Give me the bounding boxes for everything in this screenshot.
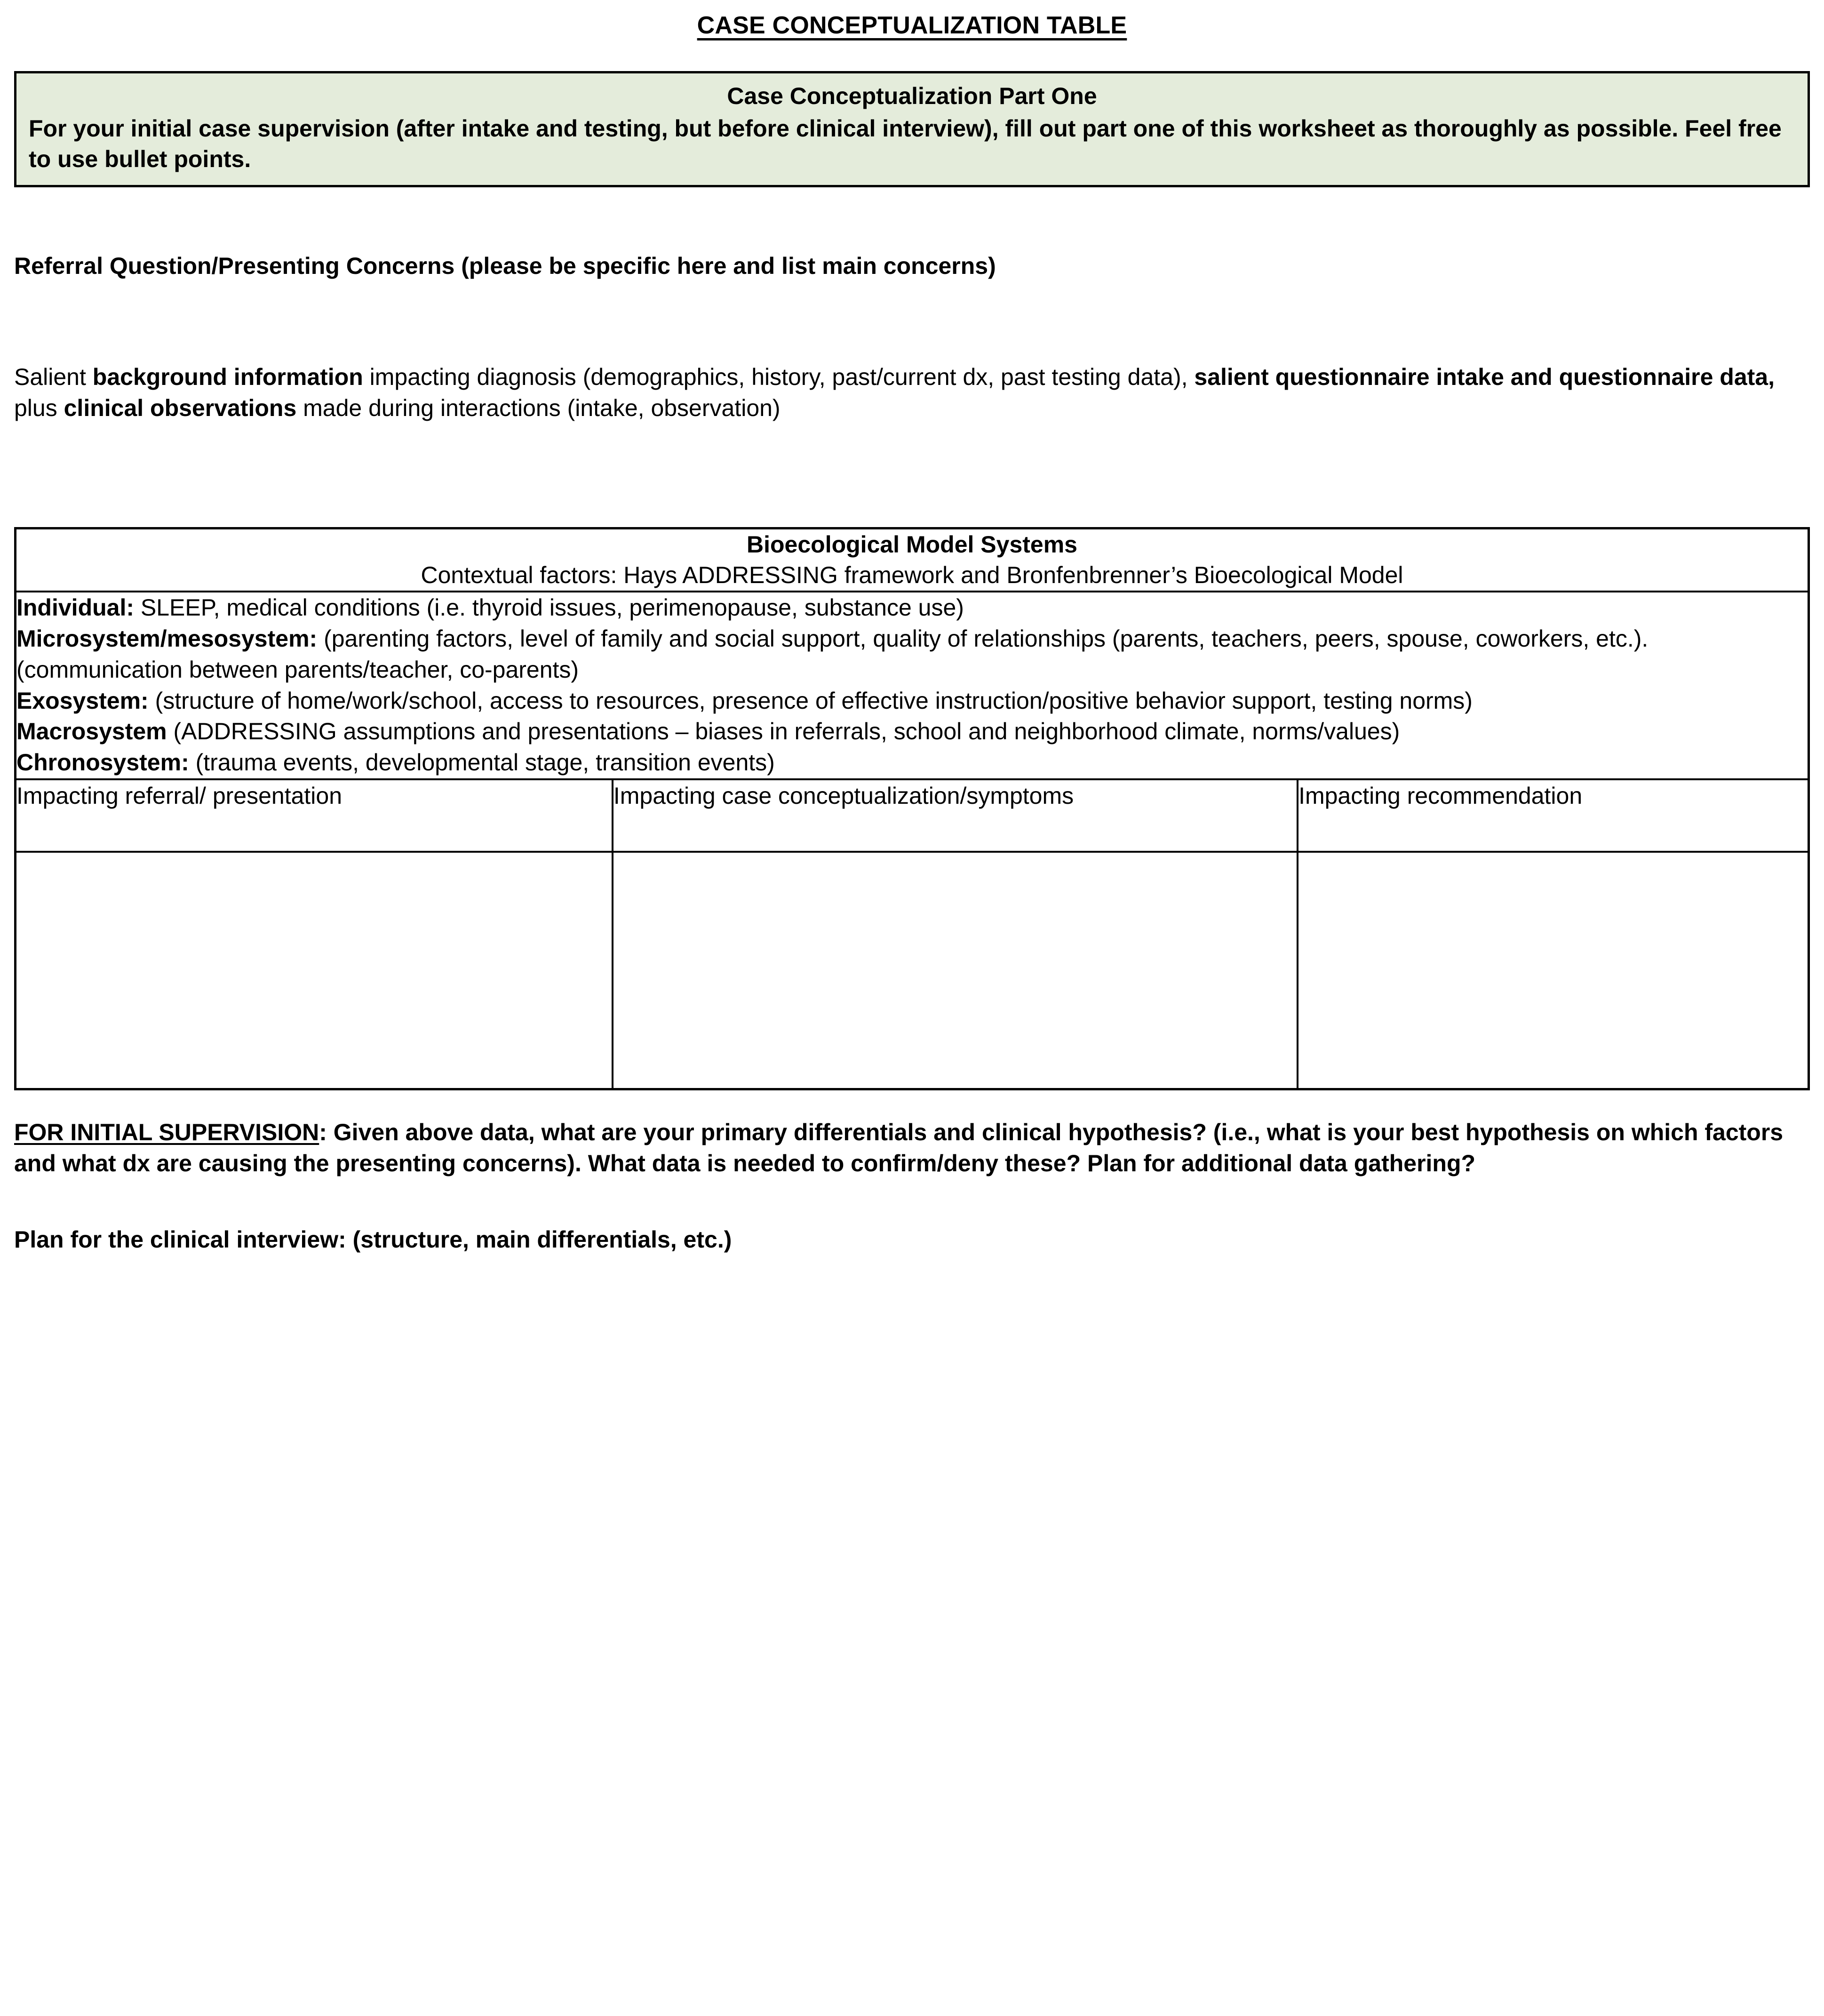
bioecological-system-row [16, 624, 1808, 686]
bioecological-system-row [16, 747, 1808, 778]
salient-segment-5: clinical observations [64, 395, 297, 422]
entry-cell-impacting-recommendation[interactable] [1298, 852, 1808, 1089]
column-header-impacting-case-conceptualization: Impacting case conceptualization/symptoms [613, 779, 1298, 852]
bio-table-header-subtitle: Contextual factors: Hays ADDRESSING framework and Bronfenbrenner’s Bioecological Model [421, 562, 1403, 589]
system-label-0: Individual: [16, 594, 134, 621]
callout-heading: Case Conceptualization Part One [727, 83, 1097, 110]
table-row-blank-entry [16, 852, 1809, 1089]
system-text-3: (ADDRESSING assumptions and presentations – biases in referrals, school and neighborhood climate, norms/values) [167, 718, 1400, 745]
callout-body: For your initial case supervision (after intake and testing, but before clinical interview), fill out part one of this worksheet as thoroughly as possible. Feel free to use bullet points. [29, 115, 1782, 173]
system-label-3: Macrosystem [16, 718, 167, 745]
bioecological-system-row [16, 686, 1808, 717]
system-text-1: (parenting factors, level of family and social support, quality of relationships (parents, teachers, peers, spouse, coworkers, etc.). (communication between parents/teacher, co-parents) [16, 625, 1649, 683]
salient-segment-6: made during interactions (intake, observation) [296, 395, 781, 422]
system-label-1: Microsystem/mesosystem: [16, 625, 318, 652]
bioecological-model-table [14, 527, 1810, 1090]
column-header-impacting-referral: Impacting referral/ presentation [16, 779, 613, 852]
table-row-systems [16, 592, 1809, 779]
prompt-for-initial-supervision [14, 1117, 1810, 1179]
table-row-header [16, 528, 1809, 592]
system-label-4: Chronosystem: [16, 749, 189, 776]
column-header-impacting-recommendation: Impacting recommendation [1298, 779, 1808, 852]
prompt-salient-background [14, 361, 1810, 424]
system-text-0: SLEEP, medical conditions (i.e. thyroid issues, perimenopause, substance use) [134, 594, 964, 621]
callout-box-part-one [14, 71, 1810, 187]
system-text-4: (trauma events, developmental stage, transition events) [189, 749, 775, 776]
system-label-2: Exosystem: [16, 687, 149, 714]
entry-cell-impacting-case-conceptualization[interactable] [613, 852, 1298, 1089]
table-row-column-headers [16, 779, 1809, 852]
salient-segment-4: plus [14, 395, 64, 422]
bioecological-systems-cell [16, 592, 1809, 779]
bioecological-system-row [16, 716, 1808, 747]
entry-cell-impacting-referral[interactable] [16, 852, 613, 1089]
bio-table-header-title: Bioecological Model Systems [747, 531, 1077, 558]
page-title: CASE CONCEPTUALIZATION TABLE [697, 12, 1127, 39]
system-text-2: (structure of home/work/school, access to resources, presence of effective instruction/positive behavior support, testing norms) [148, 687, 1473, 714]
prompt-referral-question: Referral Question/Presenting Concerns (please be specific here and list main concerns) [14, 253, 996, 280]
bio-table-header-cell [16, 528, 1809, 592]
supervision-body: : Given above data, what are your primary differentials and clinical hypothesis? (i.e., what is your best hypothesis on which factors and what dx are causing the presenting concerns). What data is needed to confirm/deny these? Plan for additional data gathering? [14, 1119, 1784, 1176]
prompt-plan-clinical-interview: Plan for the clinical interview: (structure, main differentials, etc.) [14, 1226, 732, 1253]
supervision-label: FOR INITIAL SUPERVISION [14, 1119, 319, 1145]
bioecological-system-row [16, 592, 1808, 624]
salient-segment-2: impacting diagnosis (demographics, history, past/current dx, past testing data), [363, 364, 1195, 391]
salient-segment-0: Salient [14, 364, 93, 391]
salient-segment-3: salient questionnaire intake and questionnaire data, [1194, 364, 1775, 391]
salient-segment-1: background information [92, 364, 363, 391]
